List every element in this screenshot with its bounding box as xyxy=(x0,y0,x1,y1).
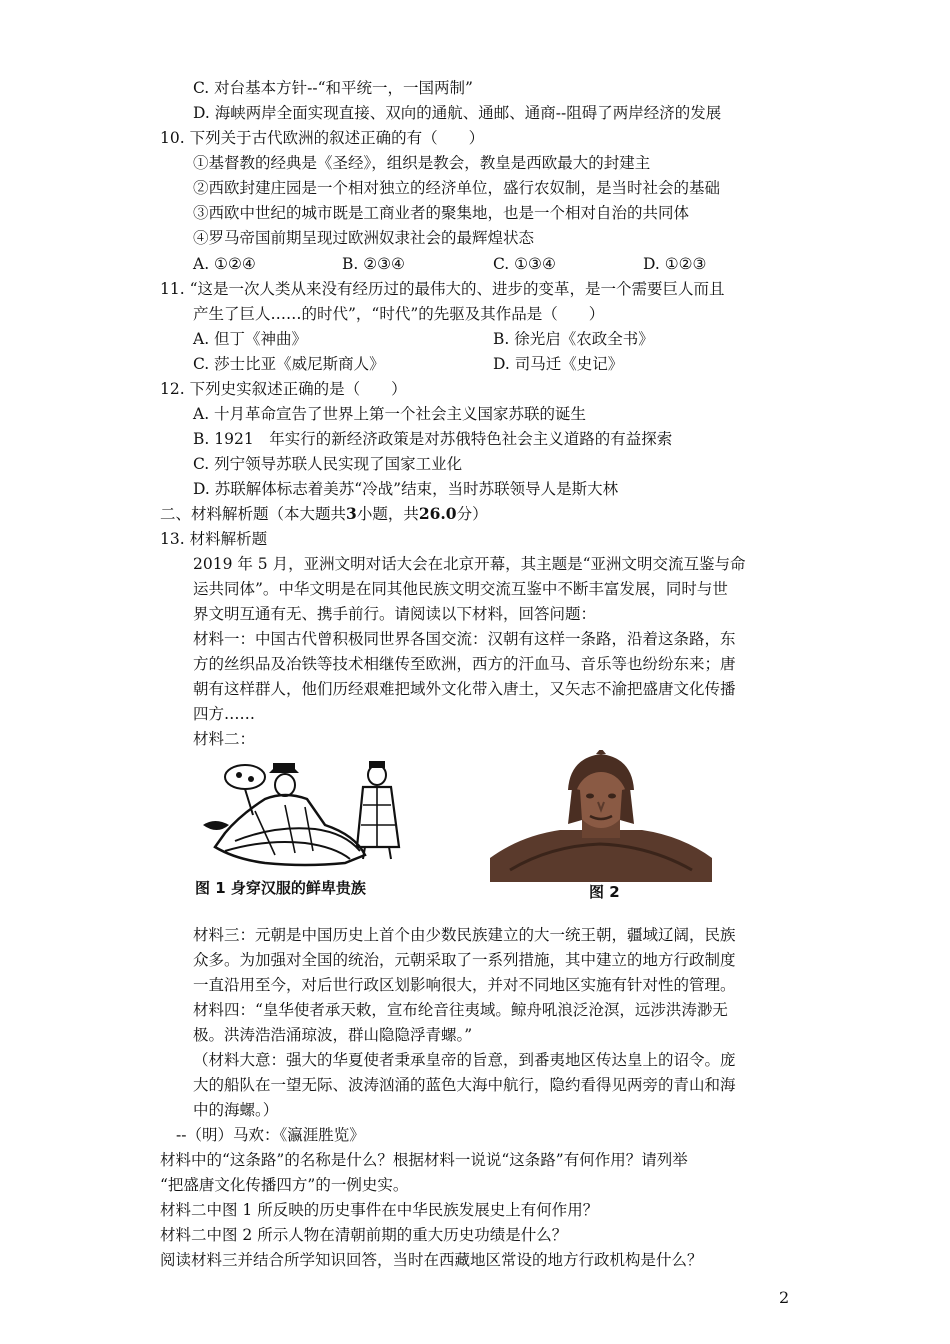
q11-option-a: A. 但丁《神曲》 xyxy=(193,330,308,348)
q12-option-a: A. 十月革命宣告了世界上第一个社会主义国家苏联的诞生 xyxy=(193,405,587,423)
q12-stem: 12. 下列史实叙述正确的是（ ） xyxy=(160,380,407,398)
material3-line2: 众多。为加强对全国的统治，元朝采取了一系列措施，其中建立的地方行政制度 xyxy=(193,951,736,969)
section-score: 26.0 xyxy=(418,504,457,523)
page-number: 2 xyxy=(779,1288,790,1307)
figure1-illustration xyxy=(195,755,415,870)
q10-option-a: A. ①②④ xyxy=(193,255,256,273)
q10-item-2: ②西欧封建庄园是一个相对独立的经济单位，盛行农奴制，是当时社会的基础 xyxy=(193,179,721,197)
material4-line1: 材料四：“皇华使者承天敕，宣布纶音往夷域。鲸舟吼浪泛沧溟，远涉洪涛渺无 xyxy=(193,1001,728,1019)
q13-intro-line3: 界文明互通有无、携手前行。请阅读以下材料，回答问题： xyxy=(193,605,597,623)
figure2-caption: 图 2 xyxy=(589,883,620,901)
q13-question-1-line2: “把盛唐文化传播四方”的一例史实。 xyxy=(160,1176,409,1194)
material1-line4: 四方…… xyxy=(193,705,256,723)
material4-note-line1: （材料大意：强大的华夏使者秉承皇帝的旨意，到番夷地区传达皇上的诏令。庞 xyxy=(193,1051,736,1069)
q11-option-c: C. 莎士比亚《威尼斯商人》 xyxy=(193,355,385,373)
q11-stem-line1: 11. “这是一次人类从来没有经历过的最伟大的、进步的变革，是一个需要巨人而且 xyxy=(160,280,725,298)
q10-stem: 10. 下列关于古代欧洲的叙述正确的有（ ） xyxy=(160,129,485,147)
section-heading xyxy=(160,504,488,524)
q10-option-c: C. ①③④ xyxy=(493,255,556,273)
material1-line1: 材料一：中国古代曾积极同世界各国交流：汉朝有这样一条路，沿着这条路，东 xyxy=(193,630,736,648)
q11-option-b: B. 徐光启《农政全书》 xyxy=(493,330,654,348)
material4-line2: 极。洪涛浩浩涌琼波，群山隐隐浮青螺。” xyxy=(193,1026,473,1044)
q13-intro-line1: 2019 年 5 月，亚洲文明对话大会在北京开幕，其主题是“亚洲文明交流互鉴与命 xyxy=(193,555,746,573)
q9-option-d: D. 海峡两岸全面实现直接、双向的通航、通邮、通商--阻碍了两岸经济的发展 xyxy=(193,104,722,122)
material4-note-line3: 中的海螺。） xyxy=(193,1101,279,1119)
material4-source: --（明）马欢：《瀛涯胜览》 xyxy=(176,1126,365,1144)
q13-question-2: 材料二中图 1 所反映的历史事件在中华民族发展史上有何作用？ xyxy=(160,1201,599,1219)
q10-item-4: ④罗马帝国前期呈现过欧洲奴隶社会的最辉煌状态 xyxy=(193,229,535,247)
q10-option-b: B. ②③④ xyxy=(342,255,405,273)
material1-line3: 朝有这样群人，他们历经艰难把域外文化带入唐土，又矢志不渝把盛唐文化传播 xyxy=(193,680,736,698)
q10-option-d: D. ①②③ xyxy=(643,255,707,273)
q13-question-4: 阅读材料三并结合所学知识回答，当时在西藏地区常设的地方行政机构是什么？ xyxy=(160,1251,703,1269)
q11-option-d: D. 司马迁《史记》 xyxy=(493,355,624,373)
q12-option-b: B. 1921 年实行的新经济政策是对苏俄特色社会主义道路的有益探索 xyxy=(193,430,673,448)
material1-line2: 方的丝织品及冶铁等技术相继传至欧洲，西方的汗血马、音乐等也纷纷东来；唐 xyxy=(193,655,736,673)
material3-line1: 材料三：元朝是中国历史上首个由少数民族建立的大一统王朝，疆域辽阔，民族 xyxy=(193,926,736,944)
q13-question-1-line1: 材料中的“这条路”的名称是什么？根据材料一说说“这条路”有何作用？请列举 xyxy=(160,1151,688,1169)
section-question-count: 3 xyxy=(346,504,357,523)
q12-option-c: C. 列宁领导苏联人民实现了国家工业化 xyxy=(193,455,463,473)
section-heading-text-2: 小题，共 xyxy=(356,505,419,523)
q13-question-3: 材料二中图 2 所示人物在清朝前期的重大历史功绩是什么？ xyxy=(160,1226,568,1244)
q13-intro-line2: 运共同体”。中华文明是在同其他民族文明交流互鉴中不断丰富发展，同时与世 xyxy=(193,580,728,598)
material3-line3: 一直沿用至今，对后世行政区划影响很大，并对不同地区实施有针对性的管理。 xyxy=(193,976,736,994)
section-heading-text-3: 分） xyxy=(456,505,488,523)
figure1-caption: 图 1 身穿汉服的鲜卑贵族 xyxy=(195,879,366,897)
q9-option-c: C. 对台基本方针--“和平统一，一国两制” xyxy=(193,79,473,97)
q10-item-1: ①基督教的经典是《圣经》，组织是教会，教皇是西欧最大的封建主 xyxy=(193,154,651,172)
q10-item-3: ③西欧中世纪的城市既是工商业者的聚集地，也是一个相对自治的共同体 xyxy=(193,204,690,222)
q13-stem: 13. 材料解析题 xyxy=(160,530,268,548)
q12-option-d: D. 苏联解体标志着美苏“冷战”结束，当时苏联领导人是斯大林 xyxy=(193,480,619,498)
material2-label: 材料二： xyxy=(193,730,256,748)
section-heading-text-1: 二、材料解析题（本大题共 xyxy=(160,505,347,523)
figure2-statue-photo xyxy=(490,750,712,882)
q11-stem-line2: 产生了巨人……的时代”，“时代”的先驱及其作品是（ ） xyxy=(193,305,605,323)
material4-note-line2: 大的船队在一望无际、波涛汹涌的蓝色大海中航行，隐约看得见两旁的青山和海 xyxy=(193,1076,736,1094)
